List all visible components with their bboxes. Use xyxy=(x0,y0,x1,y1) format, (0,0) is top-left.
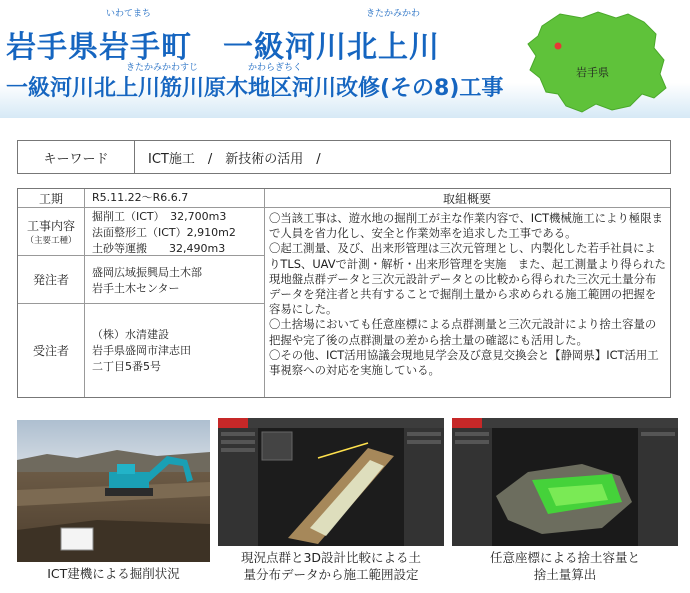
photo1-caption: ICT建機による掘削状況 xyxy=(47,566,180,581)
page-title: 岩手県岩手町 一級河川北上川 xyxy=(6,30,440,65)
contractor-line: 二丁目5番5号 xyxy=(92,360,161,373)
orderer-line: 盛岡広域振興局土木部 xyxy=(92,266,202,279)
content-line: 土砂等運搬 32,490m3 xyxy=(92,242,226,255)
photo3-caption-line: 任意座標による捨土容量と xyxy=(489,550,640,565)
header-band xyxy=(0,0,690,118)
location-dot xyxy=(555,43,562,50)
keyword-box xyxy=(17,140,671,174)
content-line: 掘削工（ICT） 32,700m3 xyxy=(92,210,227,223)
contractor-label: 受注者 xyxy=(32,344,69,358)
spoil-volume-screenshot xyxy=(452,418,678,546)
keyword-value: ICT施工 / 新技術の活用 / xyxy=(148,151,321,167)
overview-paragraph: 〇その他、ICT活用協議会現地見学会及び意見交換会と【静岡県】ICT活用工事視察への対応を実施している。 xyxy=(269,347,659,378)
contractor-line: （株）水清建設 xyxy=(92,328,169,341)
overview-heading: 取組概要 xyxy=(442,191,491,206)
photo2-caption xyxy=(218,549,444,583)
photo2-caption-line: 量分布データから施工範囲設定 xyxy=(243,567,419,582)
overview-paragraph: 〇土捨場においても任意座標による点群測量と三次元設計により捨土容量の把握や完了後の点群測量の差から捨土量の確認にも活用した。 xyxy=(269,317,657,347)
photo3-caption xyxy=(452,549,678,583)
keyword-label: キーワード xyxy=(18,141,135,173)
contractor-values xyxy=(92,327,191,375)
excavation-photo xyxy=(17,420,210,562)
period-label: 工期 xyxy=(38,191,63,206)
content-line: 法面整形工（ICT）2,910m2 xyxy=(92,226,236,239)
ruby-kitakamikawa: きたかみかわ xyxy=(366,9,421,19)
photo2-caption-line: 現況点群と3D設計比較による土 xyxy=(240,550,422,565)
page-subtitle: 一級河川北上川筋川原木地区河川改修(その8)工事 xyxy=(6,76,504,101)
orderer-values xyxy=(92,265,202,297)
photo3-caption-line: 捨土量算出 xyxy=(533,567,597,582)
info-table xyxy=(17,188,671,398)
iwate-map-icon xyxy=(520,8,680,116)
contractor-line: 岩手県盛岡市津志田 xyxy=(92,344,191,357)
overview-paragraph: 〇起工測量、及び、出来形管理は三次元管理とし、内製化した若手社員によりTLS、UAVで計測・解析・出来形管理を実施 また、起工測量より得られた現地盤点群データと三次元設計データとの比較から得られた三次元土量分布データを発注者と共有することで掘削土量から求められる施工範囲の把握を容易にした。 xyxy=(269,241,666,317)
content-label-cell xyxy=(18,208,84,255)
ruby-kitakamigawasuji: きたかみかわすじ xyxy=(126,63,199,73)
ruby-iwatemachi: いわてまち xyxy=(106,9,152,19)
map-label: 岩手県 xyxy=(576,66,609,79)
ruby-kawaragichiku: かわらぎちく xyxy=(248,63,303,73)
orderer-label: 発注者 xyxy=(32,273,69,287)
overview-paragraph: 〇当該工事は、遊水地の掘削工が主な作業内容で、ICT機械施工により極限まで人員を省力化し、安全と作業効率を追求した工事である。 xyxy=(269,211,663,241)
overview-text xyxy=(269,211,667,378)
pointcloud-screenshot xyxy=(218,418,444,546)
content-sublabel: （主要工種） xyxy=(25,236,77,246)
content-values xyxy=(92,209,236,257)
period-value: R5.11.22～R6.6.7 xyxy=(92,191,189,204)
orderer-line: 岩手土木センター xyxy=(92,282,180,295)
content-label: 工事内容 xyxy=(26,219,75,233)
